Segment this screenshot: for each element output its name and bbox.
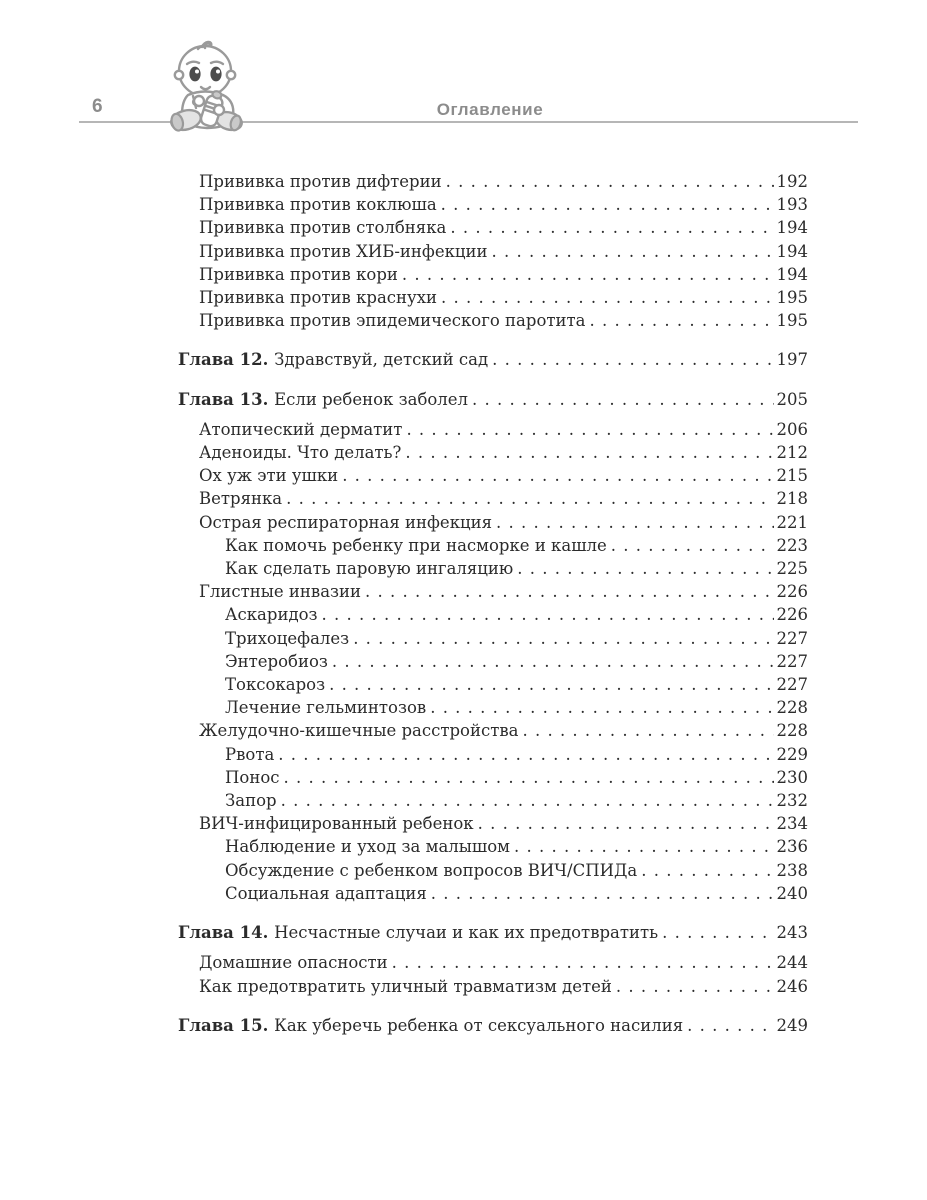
toc-entry-title: Понос: [225, 767, 280, 787]
toc-entry-title: Прививка против эпидемического паротита: [199, 311, 586, 331]
toc-dots-leader: [332, 650, 774, 673]
toc-entry-title: ВИЧ-инфицированный ребенок: [199, 814, 474, 834]
toc-dots-leader: [402, 263, 774, 286]
toc-entry-title: Прививка против кори: [199, 264, 398, 284]
toc-entry-page: 225: [776, 559, 808, 579]
toc-entry-title: Рвота: [225, 744, 275, 764]
toc-entry: [178, 464, 808, 487]
toc-entry-page: 194: [776, 218, 808, 238]
toc-entry-page: 223: [776, 535, 808, 555]
toc-entry-page: 226: [776, 605, 808, 625]
toc-dots-leader: [278, 743, 773, 766]
toc-dots-leader: [430, 696, 773, 719]
toc-dots-leader: [662, 921, 773, 944]
toc-dots-leader: [616, 975, 774, 998]
toc-chapter-prefix: Глава 12.: [178, 350, 275, 370]
page-title: Оглавление: [436, 100, 544, 119]
toc-entry: [178, 673, 808, 696]
toc-entry-title: Аскаридоз: [225, 605, 318, 625]
toc-entry-page: 227: [776, 651, 808, 671]
toc-entry-page: 215: [776, 466, 808, 486]
toc-entry-page: 229: [776, 744, 808, 764]
toc-dots-leader: [329, 673, 773, 696]
toc-entry: [178, 650, 808, 673]
toc-entry-title: Желудочно-кишечные расстройства: [199, 721, 519, 741]
toc-dots-leader: [478, 812, 774, 835]
toc-entry-title: Прививка против ХИБ-инфекции: [199, 241, 488, 261]
toc-entry: [178, 743, 808, 766]
toc-entry-page: 212: [776, 443, 808, 463]
toc-dots-leader: [446, 170, 774, 193]
toc-dots-leader: [405, 441, 773, 464]
toc-entry-title: Энтеробиоз: [225, 651, 328, 671]
toc-entry: [178, 557, 808, 580]
toc-entry-page: 194: [776, 264, 808, 284]
toc-entry-title: Ох уж эти ушки: [199, 466, 339, 486]
toc-entry: [178, 580, 808, 603]
toc-dots-leader: [611, 534, 774, 557]
toc-entry: [178, 309, 808, 332]
toc-entry: [178, 835, 808, 858]
toc-entry: [178, 859, 808, 882]
toc-entry: [178, 216, 808, 239]
toc-entry-title: Глава 12. Здравствуй, детский сад: [178, 350, 489, 370]
toc-entry: [178, 921, 808, 944]
toc-entry: [178, 534, 808, 557]
toc-dots-leader: [441, 286, 773, 309]
toc-entry: [178, 951, 808, 974]
toc-list: [178, 170, 808, 1044]
toc-entry-page: 236: [776, 837, 808, 857]
toc-entry-title: Прививка против коклюша: [199, 195, 437, 215]
baby-with-bottle-icon: [155, 38, 259, 136]
toc-entry-page: 246: [776, 976, 808, 996]
toc-entry-page: 221: [776, 512, 808, 532]
toc-entry: [178, 418, 808, 441]
toc-entry-page: 227: [776, 675, 808, 695]
page-number: 6: [92, 96, 103, 117]
toc-entry-page: 194: [776, 241, 808, 261]
toc-entry: [178, 511, 808, 534]
toc-dots-leader: [450, 216, 773, 239]
toc-entry-title: Трихоцефалез: [225, 628, 350, 648]
toc-dots-leader: [514, 835, 773, 858]
toc-entry-title: Атопический дерматит: [199, 419, 403, 439]
toc-entry-title: Домашние опасности: [199, 953, 388, 973]
toc-entry-page: 195: [776, 311, 808, 331]
toc-entry-page: 197: [776, 350, 808, 370]
toc-entry-page: 192: [776, 172, 808, 191]
toc-chapter-prefix: Глава 15.: [178, 1015, 275, 1035]
toc-entry-title: Глистные инвазии: [199, 582, 362, 602]
toc-entry: [178, 388, 808, 411]
toc-entry: [178, 193, 808, 216]
toc-entry-title: Прививка против краснухи: [199, 288, 438, 308]
toc-entry-page: 240: [776, 883, 808, 903]
toc-dots-leader: [353, 627, 773, 650]
toc-entry: [178, 348, 808, 371]
toc-entry-title: Прививка против дифтерии: [199, 172, 442, 191]
toc-chapter-prefix: Глава 14.: [178, 923, 275, 943]
toc-entry-page: 228: [776, 698, 808, 718]
toc-dots-leader: [522, 719, 773, 742]
toc-entry: [178, 1014, 808, 1037]
toc-entry-page: 238: [776, 860, 808, 880]
toc-entry-title: Лечение гельминтозов: [225, 698, 427, 718]
toc-entry: [178, 487, 808, 510]
toc-dots-leader: [589, 309, 773, 332]
toc-entry-title: Острая респираторная инфекция: [199, 512, 493, 532]
toc-entry-title: Глава 14. Несчастные случаи и как их предотвратить: [178, 923, 659, 943]
toc-entry-page: 226: [776, 582, 808, 602]
toc-entry-page: 232: [776, 791, 808, 811]
toc-entry-title: Наблюдение и уход за малышом: [225, 837, 511, 857]
toc-dots-leader: [517, 557, 773, 580]
toc-entry-page: 227: [776, 628, 808, 648]
toc-entry: [178, 696, 808, 719]
toc-entry-page: 243: [776, 923, 808, 943]
toc-dots-leader: [284, 766, 774, 789]
toc-entry-page: 234: [776, 814, 808, 834]
toc-entry: [178, 975, 808, 998]
toc-entry-page: 193: [776, 195, 808, 215]
toc-entry-page: 228: [776, 721, 808, 741]
toc-entry-page: 249: [776, 1015, 808, 1035]
toc-entry-title: Глава 13. Если ребенок заболел: [178, 389, 469, 409]
toc-dots-leader: [492, 348, 773, 371]
toc-entry-title: Аденоиды. Что делать?: [199, 443, 402, 463]
toc-dots-leader: [281, 789, 774, 812]
toc-entry-title: Прививка против столбняка: [199, 218, 447, 238]
toc-entry-page: 244: [776, 953, 808, 973]
toc-chapter-prefix: Глава 13.: [178, 389, 275, 409]
toc-entry: [178, 627, 808, 650]
toc-entry-page: 230: [776, 767, 808, 787]
toc-entry-title: Как предотвратить уличный травматизм детей: [199, 976, 612, 996]
toc-entry-title: Как помочь ребенку при насморке и кашле: [225, 535, 607, 555]
toc-dots-leader: [687, 1014, 773, 1037]
toc-dots-leader: [431, 882, 774, 905]
toc-entry-page: 205: [776, 389, 808, 409]
toc-entry: [178, 170, 808, 193]
toc-entry: [178, 240, 808, 263]
toc-dots-leader: [322, 603, 774, 626]
toc-entry-page: 195: [776, 288, 808, 308]
toc-dots-leader: [286, 487, 773, 510]
toc-dots-leader: [496, 511, 773, 534]
toc-dots-leader: [441, 193, 774, 216]
toc-entry: [178, 812, 808, 835]
toc-entry: [178, 441, 808, 464]
toc-dots-leader: [392, 951, 774, 974]
toc-entry-title: Запор: [225, 791, 277, 811]
toc-entry-title: Токсокароз: [225, 675, 326, 695]
toc-entry-page: 206: [776, 419, 808, 439]
toc-dots-leader: [342, 464, 773, 487]
toc-entry: [178, 882, 808, 905]
toc-dots-leader: [365, 580, 773, 603]
toc-entry: [178, 789, 808, 812]
toc-dots-leader: [641, 859, 773, 882]
toc-dots-leader: [406, 418, 773, 441]
toc-entry-title: Глава 15. Как уберечь ребенка от сексуального насилия: [178, 1015, 684, 1035]
toc-entry: [178, 286, 808, 309]
toc-entry-title: Обсуждение с ребенком вопросов ВИЧ/СПИДа: [225, 860, 638, 880]
toc-entry-page: 218: [776, 489, 808, 509]
toc-entry: [178, 766, 808, 789]
toc-entry: [178, 603, 808, 626]
toc-entry-title: Социальная адаптация: [225, 883, 427, 903]
toc-dots-leader: [492, 240, 774, 263]
toc-entry-title: Как сделать паровую ингаляцию: [225, 559, 514, 579]
toc-entry-title: Ветрянка: [199, 489, 283, 509]
toc-entry: [178, 719, 808, 742]
toc-dots-leader: [472, 388, 773, 411]
toc-entry: [178, 263, 808, 286]
